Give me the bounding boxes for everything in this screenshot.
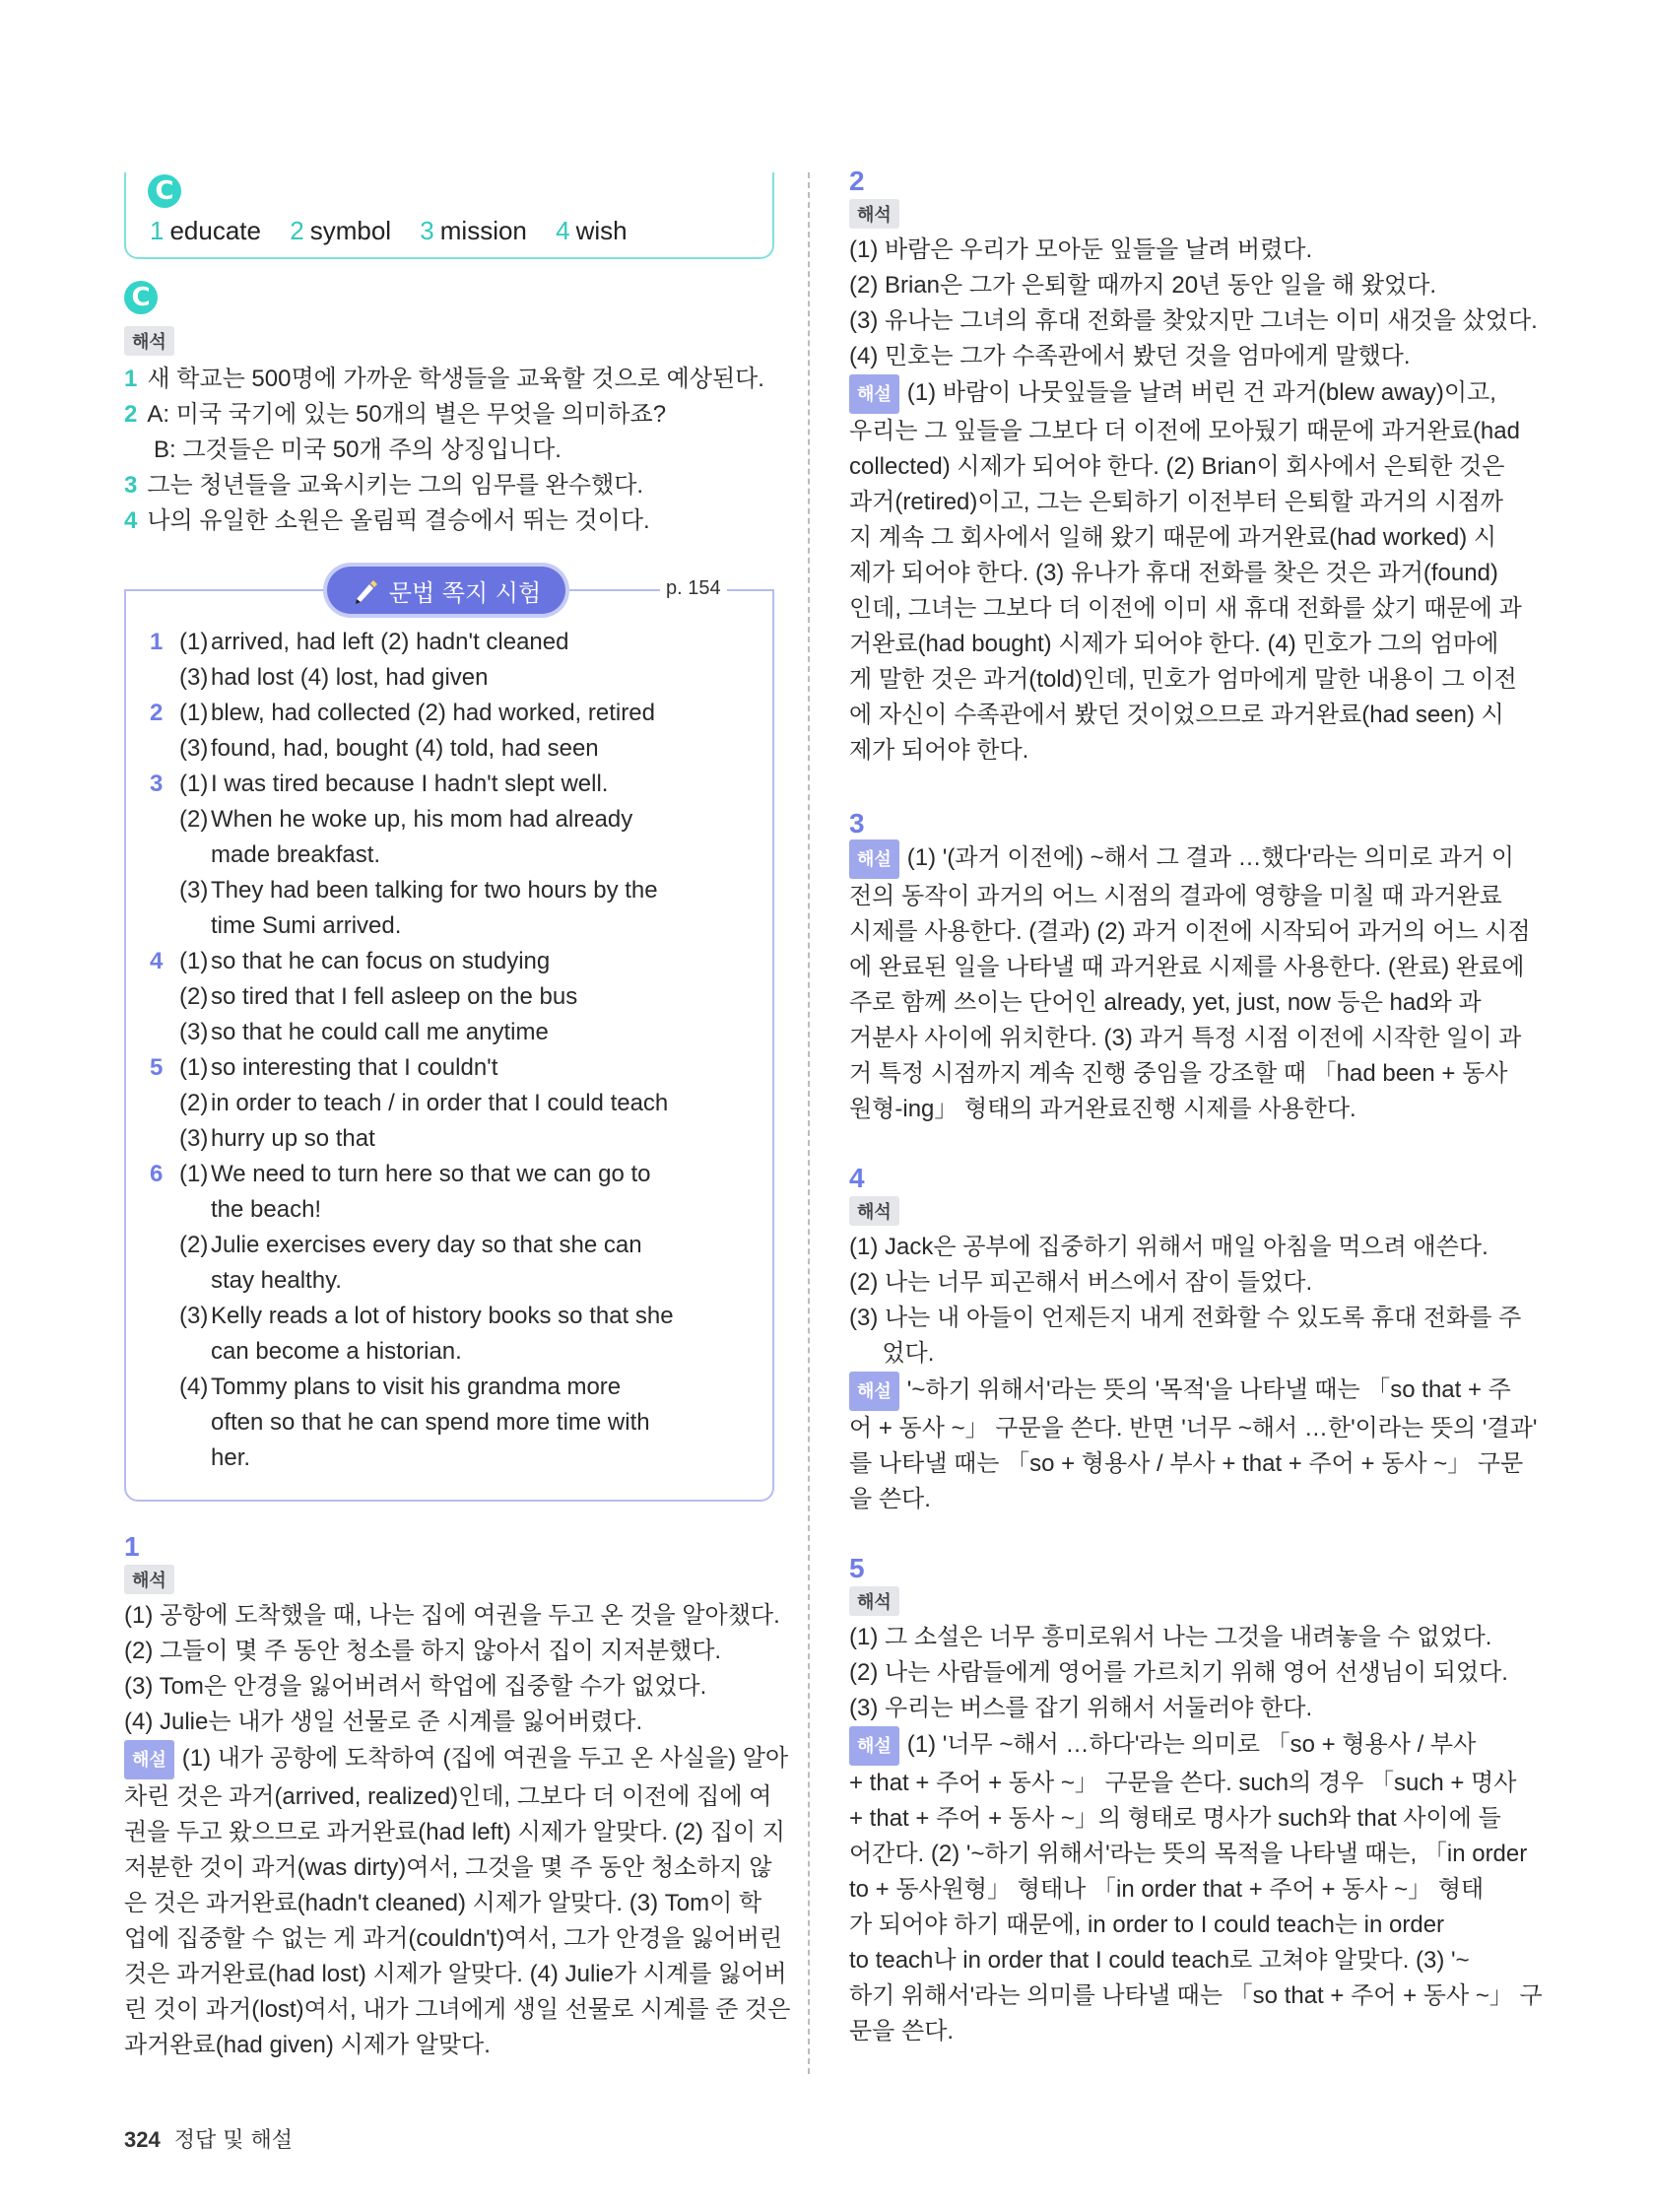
quiz-line: often so that he can spend more time with [211,1409,650,1436]
explanation-line: 해설 (1) '(과거 이전에) ~해서 그 결과 …했다'라는 의미로 과거 이 [849,839,1499,879]
list-item: 4 나의 유일한 소원은 올림픽 결승에서 뛰는 것이다. [124,507,650,534]
translation-line: (3) 유나는 그녀의 휴대 전화를 찾았지만 그녀는 이미 새것을 샀었다. [849,307,1538,334]
explanation-line: 시제를 사용한다. (결과) (2) 과거 이전에 시작되어 과거의 어느 시점 [849,918,1531,945]
explanation-line: 제가 되어야 한다. [849,737,1029,764]
explanation-line: 원형-ing」 형태의 과거완료진행 시제를 사용한다. [849,1096,1356,1122]
quiz-line: 6 (1) We need to turn here so that we can go to [150,1161,651,1187]
section-number: 2 [849,166,865,196]
section-number: 4 [849,1163,865,1193]
quiz-line: (2) Julie exercises every day so that she can [179,1232,642,1258]
translation-tag: 해석 [849,199,899,229]
explanation-line: 지 계속 그 회사에서 일해 왔기 때문에 과거완료(had worked) 시 [849,524,1497,551]
quiz-line: the beach! [211,1196,322,1223]
explanation-line: 저분한 것이 과거(was dirty)여서, 그것을 몇 주 동안 청소하지 않 [124,1854,772,1881]
answer-word: educate [169,216,261,245]
explanation-tag: 해설 [849,374,899,414]
explanation-tag: 해설 [849,839,899,879]
explanation-line: + that + 주어 + 동사 ~」의 형태로 명사가 such와 that 사이에 들 [849,1805,1501,1832]
explanation-line: 거 특정 시점까지 계속 진행 중임을 강조할 때 「had been + 동사 [849,1060,1508,1087]
translation-line: (1) 그 소설은 너무 흥미로워서 나는 그것을 내려놓을 수 없었다. [849,1624,1492,1650]
translation-line: (2) 나는 사람들에게 영어를 가르치기 위해 영어 선생님이 되었다. [849,1659,1508,1686]
quiz-line: (4) Tommy plans to visit his grandma more [179,1374,622,1400]
explanation-line: 어 + 동사 ~」 구문을 쓴다. 반면 '너무 ~해서 …한'이라는 뜻의 '결과' [849,1415,1538,1441]
explanation-tag: 해설 [849,1726,899,1766]
explanation-line: 과거완료(had given) 시제가 알맞다. [124,2032,491,2058]
page-footer [124,2123,293,2154]
explanation-line: 거완료(had bought) 시제가 되어야 한다. (4) 민호가 그의 엄마에 [849,631,1499,657]
explanation-line: 은 것은 과거완료(hadn't cleaned) 시제가 알맞다. (3) Tom이 학 [124,1890,762,1916]
explanation-line: 가 되어야 하기 때문에, in order to I could teach는 in order [849,1911,1445,1938]
answer-num: 2 [290,216,304,245]
explanation-tag: 해설 [849,1372,899,1411]
explanation-line: 업에 집중할 수 없는 게 과거(couldn't)여서, 그가 안경을 잃어버린 [124,1925,783,1952]
explanation-line: 을 쓴다. [849,1486,931,1512]
explanation-line: 해설 '~하기 위해서'라는 뜻의 '목적'을 나타낼 때는 「so that + 주 [849,1372,1499,1411]
explanation-line: 해설 (1) 내가 공항에 도착하여 (집에 여권을 두고 온 사실을) 알아 [124,1740,774,1779]
answer-num: 1 [150,216,165,245]
quiz-line: can become a historian. [211,1338,462,1365]
translation-line: (3) Tom은 안경을 잃어버려서 학업에 집중할 수가 없었다. [124,1673,707,1700]
translation-line: (2) 그들이 몇 주 동안 청소를 하지 않아서 집이 지저분했다. [124,1638,722,1664]
explanation-line: 권을 두고 왔으므로 과거완료(had left) 시제가 알맞다. (2) 집이 지 [124,1819,785,1845]
explanation-line: 어간다. (2) '~하기 위해서'라는 뜻의 목적을 나타낼 때는, 「in order [849,1841,1528,1867]
explanation-section-4 [849,1163,1538,1517]
translation-line: (4) 민호는 그가 수족관에서 봤던 것을 엄마에게 말했다. [849,343,1411,369]
section-number: 1 [124,1531,140,1562]
answer-word: mission [439,216,527,245]
answer-num: 4 [556,216,570,245]
explanation-line: 과거(retired)이고, 그는 은퇴하기 이전부터 은퇴할 과거의 시점까 [849,489,1503,515]
quiz-line: (3) had lost (4) lost, had given [179,664,489,691]
section-c-badge: C [124,281,158,314]
explanation-line: 우리는 그 잎들을 그보다 더 이전에 모아뒀기 때문에 과거완료(had [849,418,1520,444]
explanation-line: 주로 함께 쓰이는 단어인 already, yet, just, now 등은 had와 과 [849,989,1482,1016]
footer-label: 정답 및 해설 [173,2128,293,2153]
quiz-line: (2) so tired that I fell asleep on the bus [179,983,578,1010]
explanation-line: to + 동사원형」 형태나 「in order that + 주어 + 동사 ~」 형태 [849,1876,1485,1903]
pencil-icon [352,575,381,605]
quiz-line: made breakfast. [211,841,381,868]
explanation-section-3 [849,808,1531,1127]
section-c [124,281,774,539]
translation-line: (4) Julie는 내가 생일 선물로 준 시계를 잃어버렸다. [124,1709,643,1735]
quiz-line: (2) in order to teach / in order that I could teach [179,1090,669,1116]
quiz-line: 1 (1) arrived, had left (2) hadn't cleaned [150,629,569,655]
translation-line: (3) 나는 내 아들이 언제든지 내게 전화할 수 있도록 휴대 전화를 주 [849,1305,1522,1331]
list-item: 2 A: 미국 국기에 있는 50개의 별은 무엇을 의미하죠? [124,401,667,428]
quiz-line: (3) so that he could call me anytime [179,1019,549,1045]
quiz-line: 3 (1) I was tired because I hadn't slept well. [150,771,609,797]
quiz-answers [150,625,760,1476]
section-number: 3 [849,808,865,838]
translation-line: (1) Jack은 공부에 집중하기 위해서 매일 아침을 먹으려 애쓴다. [849,1234,1488,1260]
quiz-page-ref: p. 154 [660,577,727,600]
translation-line: (3) 우리는 버스를 잡기 위해서 서둘러야 한다. [849,1695,1313,1721]
quiz-line: (3) found, had, bought (4) told, had seen [179,735,599,762]
answer-word: wish [575,216,628,245]
list-item: B: 그것들은 미국 50개 주의 상징입니다. [154,436,562,463]
list-item: 3 그는 청년들을 교육시키는 그의 임무를 완수했다. [124,472,644,499]
translation-tag: 해석 [124,1565,174,1594]
explanation-line: 제가 되어야 한다. (3) 유나가 휴대 전화를 찾은 것은 과거(found) [849,560,1498,586]
translation-tag: 해석 [849,1586,899,1616]
section-number: 5 [849,1553,865,1583]
answer-words [150,216,649,246]
answer-word: symbol [309,216,392,245]
quiz-line: 2 (1) blew, had collected (2) had worked, retired [150,700,655,726]
quiz-line: 5 (1) so interesting that I couldn't [150,1054,498,1081]
translation-tag: 해석 [849,1196,899,1226]
answer-box-c [124,172,774,259]
translation-line: (1) 공항에 도착했을 때, 나는 집에 여권을 두고 온 것을 알아챘다. [124,1602,780,1629]
explanation-line: 해설 (1) 바람이 나뭇잎들을 날려 버린 건 과거(blew away)이고, [849,374,1499,414]
quiz-title-badge [327,567,565,614]
explanation-line: 차린 것은 과거(arrived, realized)인데, 그보다 더 이전에 집에 여 [124,1783,772,1810]
explanation-line: 문을 쓴다. [849,2018,955,2044]
explanation-section-5 [849,1553,1543,2049]
explanation-line: 에 완료된 일을 나타낼 때 과거완료 시제를 사용한다. (완료) 완료에 [849,954,1525,980]
quiz-line: stay healthy. [211,1267,342,1294]
explanation-line: 에 자신이 수족관에서 봤던 것이었으므로 과거완료(had seen) 시 [849,702,1504,728]
explanation-line: + that + 주어 + 동사 ~」 구문을 쓴다. such의 경우 「such + 명사 [849,1770,1517,1796]
quiz-line: (3) They had been talking for two hours by the [179,877,658,904]
answer-num: 3 [420,216,434,245]
quiz-line: time Sumi arrived. [211,912,402,939]
explanation-line: 전의 동작이 과거의 어느 시점의 결과에 영향을 미칠 때 과거완료 [849,883,1502,909]
explanation-line: 것은 과거완료(had lost) 시제가 알맞다. (4) Julie가 시계를 잃어버 [124,1961,787,1987]
explanation-line: 하기 위해서'라는 의미를 나타낼 때는 「so that + 주어 + 동사 ~」 구 [849,1982,1543,2009]
explanation-section-1 [124,1531,791,2063]
quiz-line: (3) Kelly reads a lot of history books so that she [179,1303,674,1329]
explanation-line: 게 말한 것은 과거(told)인데, 민호가 엄마에게 말한 내용이 그 이전 [849,666,1517,693]
translation-tag: 해석 [124,326,174,356]
translation-line: 었다. [849,1340,935,1367]
quiz-line: (2) When he woke up, his mom had already [179,806,633,833]
explanation-line: 린 것이 과거(lost)여서, 내가 그녀에게 생일 선물로 시계를 준 것은 [124,1996,791,2023]
translation-line: (2) 나는 너무 피곤해서 버스에서 잠이 들었다. [849,1269,1313,1296]
quiz-line: 4 (1) so that he can focus on studying [150,948,551,974]
list-item: 1 새 학교는 500명에 가까운 학생들을 교육할 것으로 예상된다. [124,366,764,392]
explanation-line: 거분사 사이에 위치한다. (3) 과거 특정 시점 이전에 시작한 일이 과 [849,1025,1522,1051]
explanation-tag: 해설 [124,1740,174,1779]
explanation-line: 해설 (1) '너무 ~해서 …하다'라는 의미로 「so + 형용사 / 부사 [849,1726,1499,1766]
explanation-line: to teach나 in order that I could teach로 고쳐야 알맞다. (3) '~ [849,1947,1470,1974]
page-number: 324 [124,2127,161,2152]
explanation-line: collected) 시제가 되어야 한다. (2) Brian이 회사에서 은퇴한 것은 [849,453,1505,480]
explanation-line: 를 나타낼 때는 「so + 형용사 / 부사 + that + 주어 + 동사 ~」 구문 [849,1450,1524,1477]
column-divider [808,172,810,2074]
translation-line: (2) Brian은 그가 은퇴할 때까지 20년 동안 일을 해 왔었다. [849,272,1437,299]
translation-line: (1) 바람은 우리가 모아둔 잎들을 날려 버렸다. [849,236,1313,263]
quiz-title: 문법 쪽지 시험 [388,578,542,607]
explanation-line: 인데, 그녀는 그보다 더 이전에 이미 새 휴대 전화를 샀기 때문에 과 [849,595,1522,622]
quiz-line: her. [211,1444,251,1471]
quiz-line: (3) hurry up so that [179,1125,375,1152]
section-c-badge: C [148,174,181,208]
explanation-section-2 [849,166,1538,769]
